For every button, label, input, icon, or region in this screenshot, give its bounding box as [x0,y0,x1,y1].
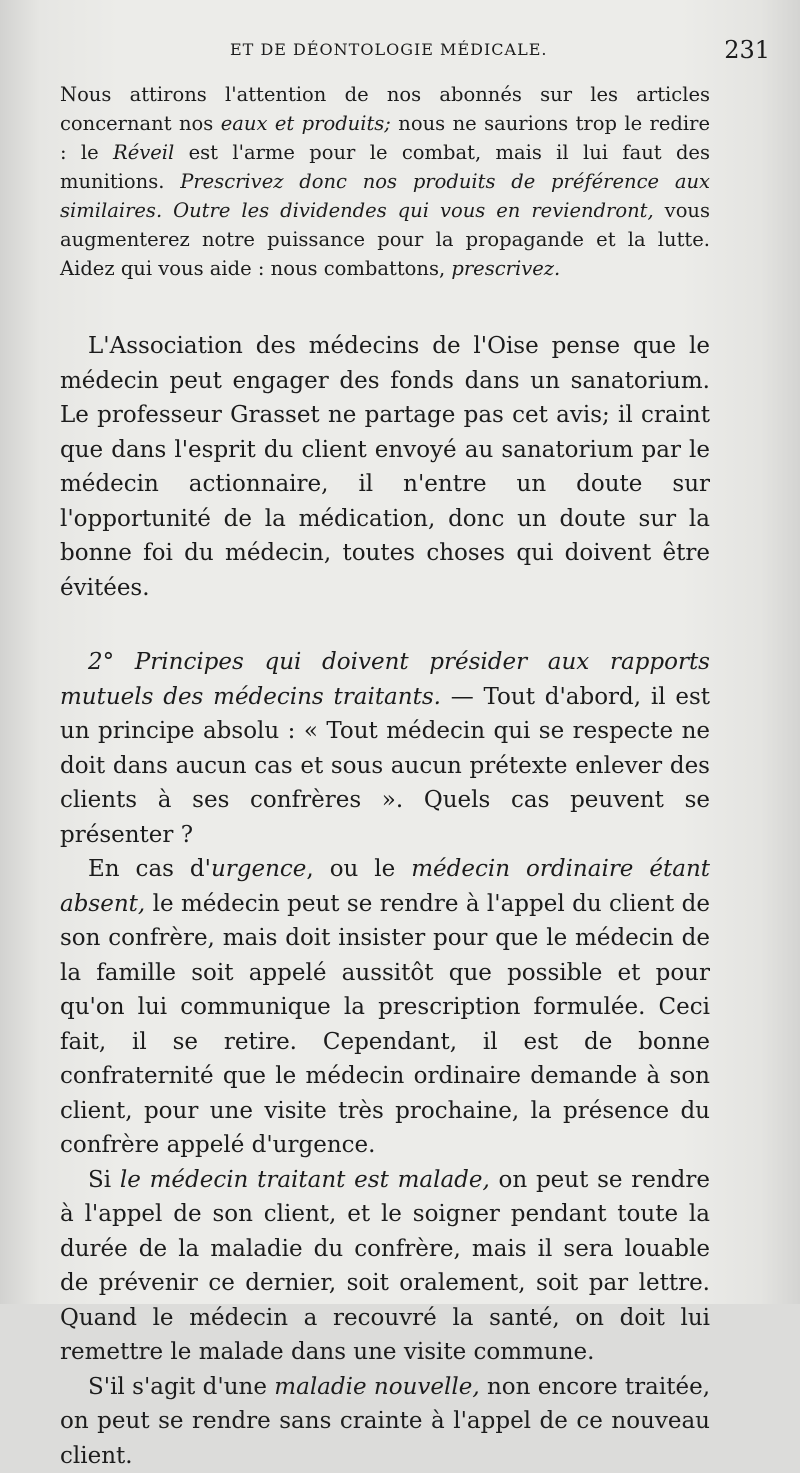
paragraph-principles [60,645,710,852]
notice-italic: Réveil [113,141,174,164]
paragraph-new-illness [60,1370,710,1473]
section-heading: 2° Principes qui doivent présider aux rapports mutuels des médecins traitants. [60,649,710,710]
notice-italic: eaux et produits; [221,112,391,135]
notice-text: vous augmenterez notre puissance pour la propagande et la lutte. Aidez qui vous aide : nous combattons, [60,199,710,280]
paragraph-text: non encore traitée, on peut se rendre sans crainte à l'appel de ce nouveau client. [60,1374,710,1469]
paragraph-italic: maladie nouvelle, [274,1374,479,1400]
paragraph-sick-doctor [60,1163,710,1370]
paragraph-text: En cas d' [88,856,211,882]
paragraph-text: le médecin peut se rendre à l'appel du client de son confrère, mais doit insister pour que le médecin de la famille soit appelé aussitôt que possible et pour qu'on lui communique la prescription formulée. Ceci fait, il se retire. Cependant, il est de bonne confraternité que le médecin ordinaire demande à son client, pour une visite très prochaine, la présence du confrère appelé d'urgence. [60,891,710,1159]
paragraph-italic: le médecin traitant est malade, [120,1167,490,1193]
notice-text: Nous attirons l'attention de nos abonnés sur les articles concernant nos [60,83,710,135]
paragraph-urgency [60,852,710,1163]
paragraph-oise-association [60,329,710,605]
paragraph-italic: urgence [211,856,306,882]
paragraph-text: — Tout d'abord, il est un principe absolu : « Tout médecin qui se respecte ne doit dans aucun cas et sous aucun prétexte enlever des clients à ses confrères ». Quels cas peuvent se présenter ? [60,684,710,848]
paragraph-text: on peut se rendre à l'appel de son client, et le soigner pendant toute la durée de la maladie du confrère, mais il sera louable de prévenir ce dernier, soit oralement, soit par lettre. Quand le médecin a recouvré la santé, on doit lui remettre le malade dans une visite commune. [60,1167,710,1366]
body-text [60,329,710,1473]
paragraph-text: Si [88,1167,120,1193]
notice-text: nous ne saurions trop le redire : le [60,112,710,164]
running-title: ET DE DÉONTOLOGIE MÉDICALE. [230,40,547,59]
paragraph-text: L'Association des médecins de l'Oise pense que le médecin peut engager des fonds dans un sanatorium. Le professeur Grasset ne partage pas cet avis; il craint que dans l'esprit du client envoyé au sanatorium par le médecin actionnaire, il n'entre un doute sur l'opportunité de la médication, donc un doute sur la bonne foi du médecin, toutes choses qui doivent être évitées. [60,333,710,601]
running-head [60,40,710,80]
paragraph-text: S'il s'agit d'une [88,1374,274,1400]
notice-text: est l'arme pour le combat, mais il lui faut des munitions. [60,141,710,193]
notice-italic: Prescrivez donc nos produits de préférence aux similaires. Outre les dividendes qui vous en reviendront, [60,170,710,222]
paragraph-italic: médecin ordinaire étant absent, [60,856,710,917]
page-number: 231 [724,36,770,64]
notice-paragraph [60,80,710,283]
notice-italic: prescrivez. [451,257,560,280]
paragraph-text: , ou le [306,856,411,882]
subscriber-notice [60,80,710,283]
